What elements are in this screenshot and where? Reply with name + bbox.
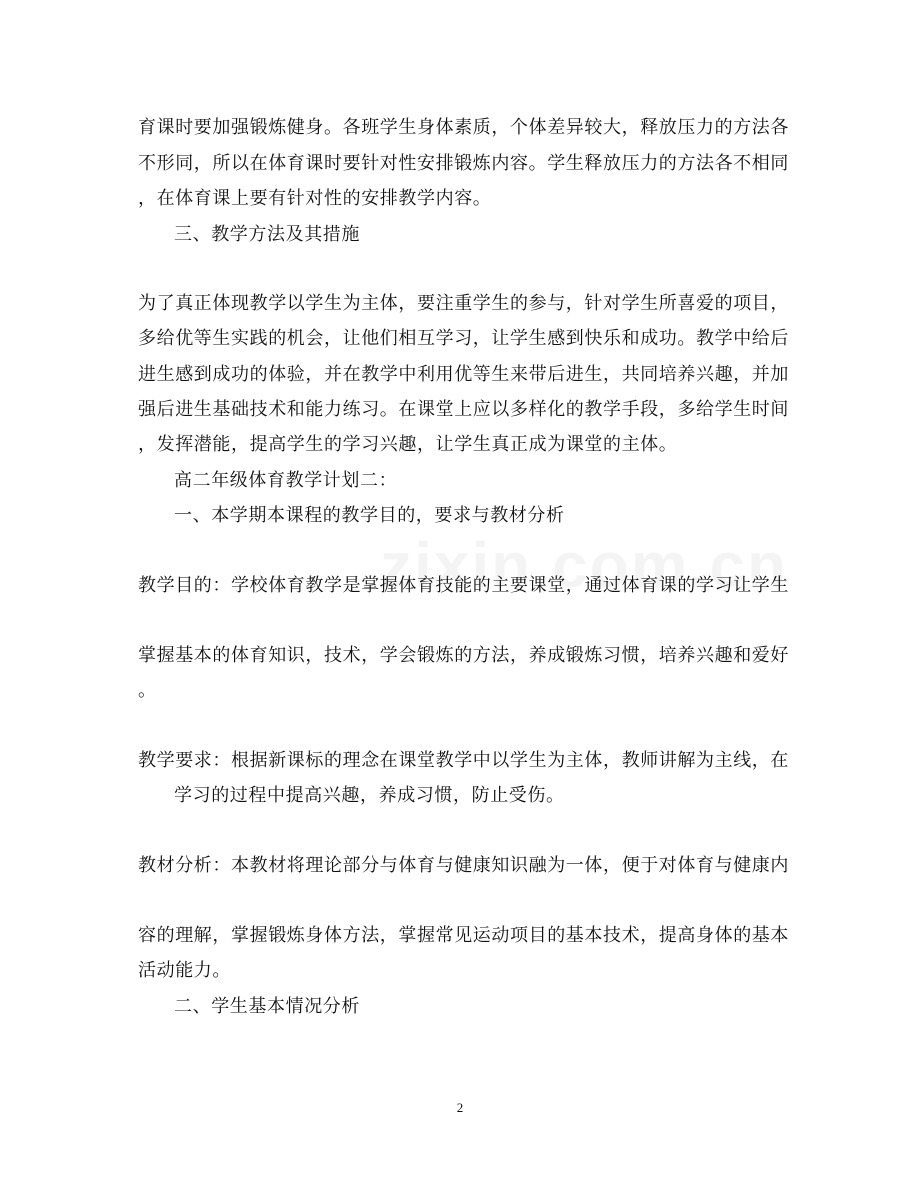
paragraph-line: 进生感到成功的体验，并在教学中利用优等生来带后进生，共同培养兴趣，并加: [138, 364, 789, 385]
paragraph-line: 教学目的：学校体育教学是掌握体育技能的主要课堂，通过体育课的学习让学生: [138, 575, 789, 596]
paragraph-line: 强后进生基础技术和能力练习。在课堂上应以多样化的教学手段，多给学生时间: [138, 399, 789, 420]
paragraph-line: 学习的过程中提高兴趣，养成习惯，防止受伤。: [174, 785, 565, 806]
paragraph-line: 多给优等生实践的机会，让他们相互学习，让学生感到快乐和成功。教学中给后: [138, 328, 789, 349]
paragraph-line: 活动能力。: [138, 960, 231, 981]
paragraph-line: 育课时要加强锻炼健身。各班学生身体素质，个体差异较大，释放压力的方法各: [138, 117, 789, 138]
paragraph-line: 教学要求：根据新课标的理念在课堂教学中以学生为主体，教师讲解为主线，在: [138, 750, 789, 771]
paragraph-line: ，在体育课上要有针对性的安排教学内容。: [138, 188, 492, 209]
section-heading: 二、学生基本情况分析: [174, 996, 360, 1017]
paragraph-line: 容的理解，掌握锻炼身体方法，掌握常见运动项目的基本技术，提高身体的基本: [138, 925, 789, 946]
paragraph-line: 不形同，所以在体育课时要针对性安排锻炼内容。学生释放压力的方法各不相同: [138, 153, 789, 174]
section-heading: 一、本学期本课程的教学目的，要求与教材分析: [174, 505, 565, 526]
paragraph-line: 。: [138, 680, 157, 701]
paragraph-line: 掌握基本的体育知识，技术，学会锻炼的方法，养成锻炼习惯，培养兴趣和爱好: [138, 645, 789, 666]
paragraph-line: 为了真正体现教学以学生为主体，要注重学生的参与，针对学生所喜爱的项目，: [138, 293, 789, 314]
section-heading: 三、教学方法及其措施: [174, 224, 360, 245]
section-heading: 高二年级体育教学计划二：: [174, 470, 398, 491]
paragraph-line: 教材分析：本教材将理论部分与体育与健康知识融为一体，便于对体育与健康内: [138, 855, 789, 876]
paragraph-line: ，发挥潜能，提高学生的学习兴趣，让学生真正成为课堂的主体。: [138, 434, 678, 455]
page-number: 2: [456, 1100, 464, 1115]
